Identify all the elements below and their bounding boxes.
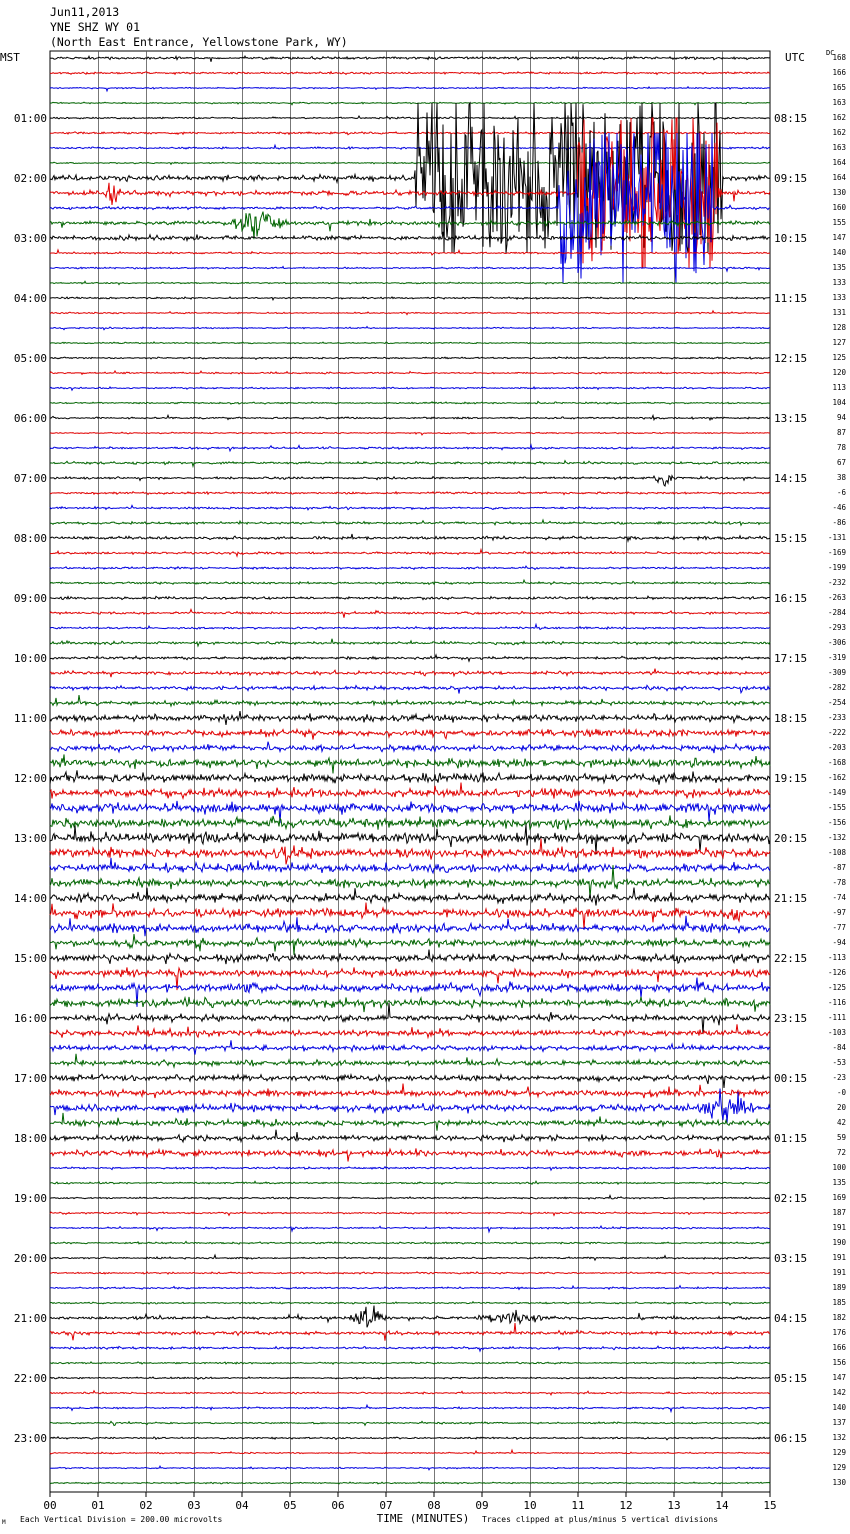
x-tick-label: 06 bbox=[331, 1499, 345, 1512]
dc-offset-label: -97 bbox=[832, 908, 846, 917]
dc-offset-label: 166 bbox=[832, 1343, 846, 1352]
trace-66 bbox=[50, 1040, 770, 1054]
utc-hour-label: 02:15 bbox=[774, 1192, 808, 1205]
dc-offset-label: 187 bbox=[832, 1208, 846, 1217]
trace-86 bbox=[50, 1346, 770, 1351]
header-date: Jun11,2013 bbox=[50, 5, 120, 19]
trace-33 bbox=[50, 550, 770, 557]
mst-hour-label: 05:00 bbox=[13, 352, 47, 365]
trace-53 bbox=[50, 839, 770, 865]
x-tick-label: 08 bbox=[427, 1499, 441, 1512]
trace-13 bbox=[50, 250, 770, 255]
x-tick-label: 12 bbox=[619, 1499, 633, 1512]
mst-hour-label: 10:00 bbox=[13, 652, 47, 665]
dc-offset-label: -0 bbox=[836, 1088, 846, 1097]
dc-offset-label: 182 bbox=[832, 1313, 846, 1322]
utc-hour-label: 17:15 bbox=[774, 652, 808, 665]
x-tick-label: 13 bbox=[667, 1499, 681, 1512]
trace-44 bbox=[50, 711, 770, 725]
clip-note: Traces clipped at plus/minus 5 vertical divisions bbox=[482, 1515, 719, 1524]
trace-40 bbox=[50, 655, 770, 661]
dc-offset-label: 168 bbox=[832, 53, 846, 62]
utc-hour-label: 15:15 bbox=[774, 532, 808, 545]
dc-offset-label: 127 bbox=[832, 338, 846, 347]
x-tick-label: 15 bbox=[763, 1499, 777, 1512]
trace-83 bbox=[50, 1302, 770, 1305]
mst-hour-label: 02:00 bbox=[13, 172, 47, 185]
utc-hour-label: 20:15 bbox=[774, 832, 808, 845]
trace-42 bbox=[50, 685, 770, 693]
dc-offset-label: 140 bbox=[832, 248, 846, 257]
dc-offset-label: 131 bbox=[832, 308, 846, 317]
dc-offset-label: -108 bbox=[827, 848, 846, 857]
trace-92 bbox=[50, 1437, 770, 1440]
dc-offset-label: 42 bbox=[836, 1118, 846, 1127]
dc-offset-label: -86 bbox=[832, 518, 846, 527]
trace-52 bbox=[50, 824, 770, 854]
dc-offset-label: 59 bbox=[836, 1133, 846, 1142]
dc-offset-label: -84 bbox=[832, 1043, 846, 1052]
dc-offset-label: 72 bbox=[836, 1148, 846, 1157]
trace-39 bbox=[50, 639, 770, 646]
dc-offset-label: 130 bbox=[832, 1478, 846, 1487]
trace-5 bbox=[50, 131, 770, 135]
trace-63 bbox=[50, 997, 770, 1012]
trace-7 bbox=[50, 162, 770, 164]
dc-offset-label: 133 bbox=[832, 293, 846, 302]
mst-hour-label: 14:00 bbox=[13, 892, 47, 905]
utc-hour-label: 23:15 bbox=[774, 1012, 808, 1025]
dc-offset-label: -132 bbox=[827, 833, 846, 842]
dc-offset-label: 125 bbox=[832, 353, 846, 362]
dc-offset-label: 129 bbox=[832, 1463, 846, 1472]
trace-56 bbox=[50, 888, 770, 906]
trace-71 bbox=[50, 1113, 770, 1131]
dc-offset-label: -87 bbox=[832, 863, 846, 872]
utc-hour-label: 19:15 bbox=[774, 772, 808, 785]
utc-hour-label: 01:15 bbox=[774, 1132, 808, 1145]
trace-87 bbox=[50, 1362, 770, 1364]
dc-offset-label: -309 bbox=[827, 668, 846, 677]
dc-offset-label: 164 bbox=[832, 173, 846, 182]
mst-hour-label: 20:00 bbox=[13, 1252, 47, 1265]
mst-hour-label: 21:00 bbox=[13, 1312, 47, 1325]
trace-75 bbox=[50, 1181, 770, 1184]
trace-12 bbox=[50, 232, 770, 241]
trace-21 bbox=[50, 371, 770, 374]
x-tick-label: 05 bbox=[283, 1499, 297, 1512]
dc-offset-label: -203 bbox=[827, 743, 846, 752]
trace-6 bbox=[50, 145, 770, 149]
dc-offset-label: 133 bbox=[832, 278, 846, 287]
dc-offset-label: 166 bbox=[832, 68, 846, 77]
trace-45 bbox=[50, 729, 770, 740]
trace-37 bbox=[50, 609, 770, 617]
utc-hour-label: 10:15 bbox=[774, 232, 808, 245]
mst-hour-label: 17:00 bbox=[13, 1072, 47, 1085]
trace-49 bbox=[50, 783, 770, 799]
dc-offset-label: 162 bbox=[832, 113, 846, 122]
utc-hour-label: 08:15 bbox=[774, 112, 808, 125]
trace-72 bbox=[50, 1130, 770, 1142]
utc-hour-label: 11:15 bbox=[774, 292, 808, 305]
dc-offset-label: -131 bbox=[827, 533, 846, 542]
dc-offset-label: -149 bbox=[827, 788, 846, 797]
dc-offset-label: 147 bbox=[832, 1373, 846, 1382]
trace-64 bbox=[50, 1003, 770, 1034]
utc-hour-label: 00:15 bbox=[774, 1072, 808, 1085]
utc-hour-label: 06:15 bbox=[774, 1432, 808, 1445]
dc-offset-label: 38 bbox=[836, 473, 846, 482]
trace-80 bbox=[50, 1255, 770, 1260]
mst-hour-label: 19:00 bbox=[13, 1192, 47, 1205]
dc-offset-label: 165 bbox=[832, 83, 846, 92]
trace-95 bbox=[50, 1482, 770, 1484]
dc-offset-label: -103 bbox=[827, 1028, 846, 1037]
corner-mark: M bbox=[2, 1519, 6, 1526]
trace-41 bbox=[50, 669, 770, 678]
dc-offset-label: 67 bbox=[836, 458, 846, 467]
dc-offset-label: 147 bbox=[832, 233, 846, 242]
x-tick-label: 07 bbox=[379, 1499, 393, 1512]
dc-offset-label: 128 bbox=[832, 323, 846, 332]
mst-hour-label: 11:00 bbox=[13, 712, 47, 725]
dc-offset-label: -77 bbox=[832, 923, 846, 932]
mst-hour-label: 03:00 bbox=[13, 232, 47, 245]
x-tick-label: 00 bbox=[43, 1499, 57, 1512]
dc-offset-label: 176 bbox=[832, 1328, 846, 1337]
trace-24 bbox=[50, 415, 770, 420]
dc-offset-label: 156 bbox=[832, 1358, 846, 1367]
dc-offset-label: 104 bbox=[832, 398, 846, 407]
x-axis-title: TIME (MINUTES) bbox=[376, 1512, 470, 1525]
trace-89 bbox=[50, 1391, 770, 1395]
trace-1 bbox=[50, 72, 770, 75]
trace-30 bbox=[50, 505, 770, 509]
mst-hour-label: 18:00 bbox=[13, 1132, 47, 1145]
trace-16 bbox=[50, 297, 770, 300]
utc-hour-label: 03:15 bbox=[774, 1252, 808, 1265]
dc-offset-label: 132 bbox=[832, 1433, 846, 1442]
x-tick-label: 09 bbox=[475, 1499, 489, 1512]
trace-73 bbox=[50, 1148, 770, 1161]
dc-offset-label: 155 bbox=[832, 218, 846, 227]
trace-35 bbox=[50, 580, 770, 584]
dc-offset-label: -284 bbox=[827, 608, 846, 617]
dc-offset-label: -23 bbox=[832, 1073, 846, 1082]
trace-46 bbox=[50, 742, 770, 753]
dc-offset-label: -74 bbox=[832, 893, 846, 902]
dc-offset-label: -293 bbox=[827, 623, 846, 632]
utc-hour-label: 18:15 bbox=[774, 712, 808, 725]
x-tick-label: 02 bbox=[139, 1499, 153, 1512]
trace-88 bbox=[50, 1377, 770, 1379]
trace-91 bbox=[50, 1421, 770, 1425]
dc-offset-label: -306 bbox=[827, 638, 846, 647]
trace-51 bbox=[50, 815, 770, 830]
trace-57 bbox=[50, 903, 770, 930]
dc-offset-label: 78 bbox=[836, 443, 846, 452]
dc-offset-label: 160 bbox=[832, 203, 846, 212]
trace-79 bbox=[50, 1241, 770, 1244]
dc-offset-label: 191 bbox=[832, 1268, 846, 1277]
trace-20 bbox=[50, 357, 770, 359]
trace-69 bbox=[50, 1084, 770, 1099]
trace-82 bbox=[50, 1286, 770, 1290]
trace-76 bbox=[50, 1196, 770, 1200]
dc-offset-label: -199 bbox=[827, 563, 846, 572]
mst-hour-label: 09:00 bbox=[13, 592, 47, 605]
trace-34 bbox=[50, 566, 770, 569]
mst-hour-label: 04:00 bbox=[13, 292, 47, 305]
dc-offset-label: -282 bbox=[827, 683, 846, 692]
left-axis-label: MST bbox=[0, 51, 20, 64]
dc-offset-label: 191 bbox=[832, 1223, 846, 1232]
trace-23 bbox=[50, 401, 770, 404]
dc-offset-label: 185 bbox=[832, 1298, 846, 1307]
utc-hour-label: 16:15 bbox=[774, 592, 808, 605]
utc-hour-label: 12:15 bbox=[774, 352, 808, 365]
dc-offset-label: 191 bbox=[832, 1253, 846, 1262]
trace-85 bbox=[50, 1323, 770, 1341]
trace-84 bbox=[50, 1306, 770, 1328]
dc-offset-label: -156 bbox=[827, 818, 846, 827]
trace-31 bbox=[50, 520, 770, 525]
trace-47 bbox=[50, 754, 770, 773]
dc-offset-label: 87 bbox=[836, 428, 846, 437]
trace-14 bbox=[50, 267, 770, 272]
dc-offset-label: 163 bbox=[832, 143, 846, 152]
dc-offset-label: 135 bbox=[832, 263, 846, 272]
utc-hour-label: 04:15 bbox=[774, 1312, 808, 1325]
trace-32 bbox=[50, 534, 770, 541]
dc-offset-label: -168 bbox=[827, 758, 846, 767]
trace-59 bbox=[50, 934, 770, 955]
dc-offset-label: -222 bbox=[827, 728, 846, 737]
mst-hour-label: 08:00 bbox=[13, 532, 47, 545]
trace-19 bbox=[50, 342, 770, 344]
trace-0 bbox=[50, 56, 770, 62]
dc-offset-label: -232 bbox=[827, 578, 846, 587]
trace-50 bbox=[50, 801, 770, 823]
header-location: (North East Entrance, Yellowstone Park, WY) bbox=[50, 35, 348, 49]
mst-hour-label: 23:00 bbox=[13, 1432, 47, 1445]
dc-offset-label: -254 bbox=[827, 698, 846, 707]
mst-hour-label: 01:00 bbox=[13, 112, 47, 125]
dc-offset-label: 135 bbox=[832, 1178, 846, 1187]
trace-3 bbox=[50, 102, 770, 105]
dc-offset-label: -233 bbox=[827, 713, 846, 722]
trace-36 bbox=[50, 596, 770, 599]
dc-offset-label: 20 bbox=[836, 1103, 846, 1112]
trace-67 bbox=[50, 1054, 770, 1067]
dc-offset-label: -319 bbox=[827, 653, 846, 662]
x-tick-label: 11 bbox=[571, 1499, 585, 1512]
mst-hour-label: 16:00 bbox=[13, 1012, 47, 1025]
trace-15 bbox=[50, 281, 770, 284]
dc-offset-label: 137 bbox=[832, 1418, 846, 1427]
trace-60 bbox=[50, 950, 770, 965]
trace-2 bbox=[50, 87, 770, 91]
trace-27 bbox=[50, 461, 770, 467]
dc-offset-label: -263 bbox=[827, 593, 846, 602]
dc-offset-label: 163 bbox=[832, 98, 846, 107]
x-tick-label: 14 bbox=[715, 1499, 729, 1512]
dc-offset-label: 162 bbox=[832, 128, 846, 137]
trace-74 bbox=[50, 1167, 770, 1171]
dc-offset-label: 164 bbox=[832, 158, 846, 167]
mst-hour-label: 15:00 bbox=[13, 952, 47, 965]
trace-77 bbox=[50, 1212, 770, 1216]
trace-29 bbox=[50, 492, 770, 495]
utc-hour-label: 22:15 bbox=[774, 952, 808, 965]
dc-offset-label: 189 bbox=[832, 1283, 846, 1292]
scale-note: Each Vertical Division = 200.00 microvolts bbox=[20, 1515, 223, 1524]
dc-offset-label: 94 bbox=[836, 413, 846, 422]
trace-93 bbox=[50, 1450, 770, 1454]
trace-26 bbox=[50, 445, 770, 451]
dc-offset-label: -155 bbox=[827, 803, 846, 812]
trace-78 bbox=[50, 1226, 770, 1232]
mst-hour-label: 12:00 bbox=[13, 772, 47, 785]
dc-offset-label: 142 bbox=[832, 1388, 846, 1397]
utc-hour-label: 13:15 bbox=[774, 412, 808, 425]
trace-65 bbox=[50, 1024, 770, 1037]
dc-offset-label: -169 bbox=[827, 548, 846, 557]
utc-hour-label: 21:15 bbox=[774, 892, 808, 905]
trace-25 bbox=[50, 432, 770, 435]
trace-4 bbox=[50, 116, 770, 119]
dc-offset-label: -162 bbox=[827, 773, 846, 782]
trace-18 bbox=[50, 327, 770, 330]
dc-offset-label: -78 bbox=[832, 878, 846, 887]
x-tick-label: 01 bbox=[91, 1499, 105, 1512]
trace-55 bbox=[50, 865, 770, 898]
trace-48 bbox=[50, 770, 770, 784]
trace-43 bbox=[50, 695, 770, 706]
utc-hour-label: 09:15 bbox=[774, 172, 808, 185]
dc-offset-label: -94 bbox=[832, 938, 846, 947]
mst-hour-label: 13:00 bbox=[13, 832, 47, 845]
dc-offset-label: -46 bbox=[832, 503, 846, 512]
x-tick-label: 10 bbox=[523, 1499, 537, 1512]
trace-38 bbox=[50, 624, 770, 629]
trace-22 bbox=[50, 387, 770, 390]
dc-offset-label: -6 bbox=[836, 488, 846, 497]
dc-offset-label: 120 bbox=[832, 368, 846, 377]
dc-offset-label: 130 bbox=[832, 188, 846, 197]
utc-hour-label: 14:15 bbox=[774, 472, 808, 485]
trace-94 bbox=[50, 1466, 770, 1470]
x-tick-label: 04 bbox=[235, 1499, 249, 1512]
right-axis-label: UTC bbox=[785, 51, 805, 64]
trace-58 bbox=[50, 916, 770, 936]
dc-offset-label: 113 bbox=[832, 383, 846, 392]
utc-hour-label: 05:15 bbox=[774, 1372, 808, 1385]
dc-offset-label: -126 bbox=[827, 968, 846, 977]
dc-offset-label: 190 bbox=[832, 1238, 846, 1247]
dc-offset-label: -113 bbox=[827, 953, 846, 962]
trace-17 bbox=[50, 311, 770, 315]
dc-offset-label: -111 bbox=[827, 1013, 846, 1022]
trace-68 bbox=[50, 1074, 770, 1088]
dc-offset-label: 100 bbox=[832, 1163, 846, 1172]
dc-offset-label: 169 bbox=[832, 1193, 846, 1202]
dc-offset-label: 129 bbox=[832, 1448, 846, 1457]
header-station: YNE SHZ WY 01 bbox=[50, 20, 141, 34]
trace-54 bbox=[50, 858, 770, 873]
mst-hour-label: 06:00 bbox=[13, 412, 47, 425]
x-tick-label: 03 bbox=[187, 1499, 201, 1512]
dc-offset-label: 140 bbox=[832, 1403, 846, 1412]
trace-81 bbox=[50, 1272, 770, 1274]
dc-offset-label: -125 bbox=[827, 983, 846, 992]
dc-label: DC bbox=[826, 49, 835, 57]
dc-offset-label: -53 bbox=[832, 1058, 846, 1067]
mst-hour-label: 22:00 bbox=[13, 1372, 47, 1385]
dc-offset-label: -116 bbox=[827, 998, 846, 1007]
trace-28 bbox=[50, 476, 770, 486]
mst-hour-label: 07:00 bbox=[13, 472, 47, 485]
trace-90 bbox=[50, 1405, 770, 1411]
